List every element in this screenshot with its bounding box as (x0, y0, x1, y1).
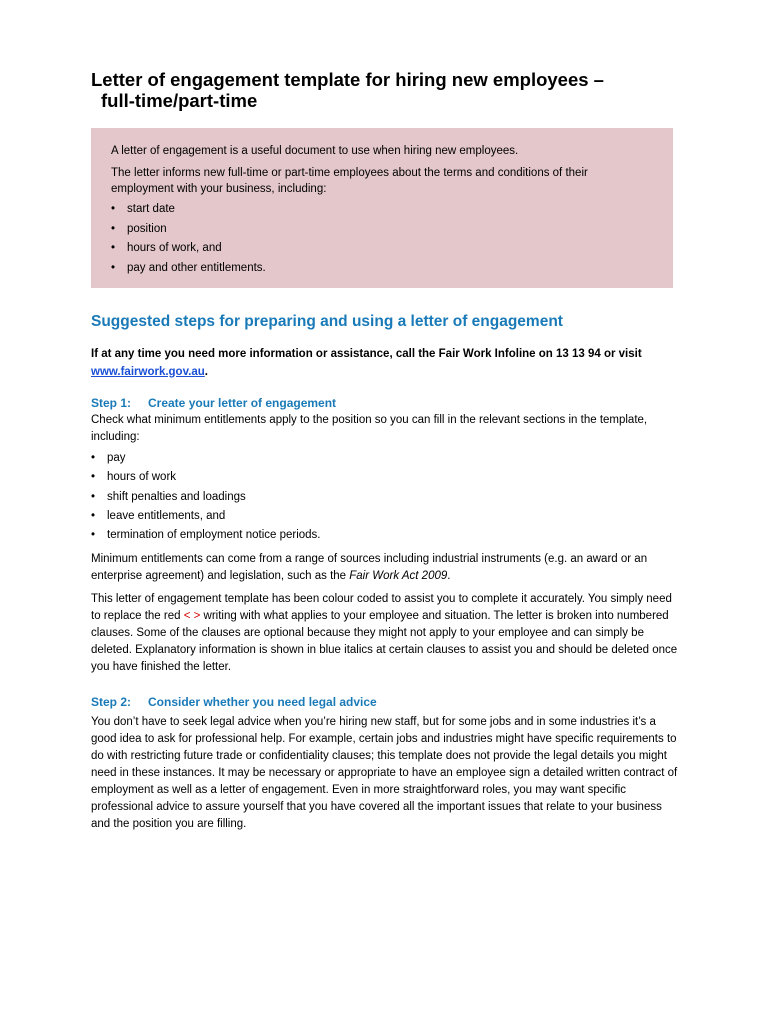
section-heading: Suggested steps for preparing and using a letter of engagement (91, 313, 563, 330)
bullet-icon: • (111, 222, 116, 235)
intro-bullet-list (111, 200, 653, 278)
intro-paragraph-1: A letter of engagement is a useful document to use when hiring new employees. (111, 145, 519, 157)
step-1-title: Create your letter of engagement (148, 396, 337, 410)
step-2-number: Step 2: (91, 695, 132, 709)
step-1-section (91, 394, 681, 676)
list-item: • shift penalties and loadings (91, 488, 681, 507)
list-item: • leave entitlements, and (91, 507, 681, 526)
bullet-icon: • (91, 509, 96, 522)
fairwork-link[interactable]: www.fairwork.gov.au (91, 365, 205, 378)
infoline-paragraph: If at any time you need more information or assistance, call the Fair Work Infoline on 13 13 94 or visit www.fairwork.gov.au. (91, 348, 642, 378)
list-item: • pay (91, 449, 681, 468)
intro-box (91, 128, 673, 288)
list-item: • hours of work, and (111, 239, 653, 259)
list-item: • pay and other entitlements. (111, 259, 653, 279)
step-1-paragraph-3: This letter of engagement template has been colour coded to assist you to complete it accurately. You simply need to replace the red < > writing with what applies to your employee and situation. The letter is broken into numbered clauses. Some of the clauses are optional because they might not apply to your employee and can simply be deleted. Explanatory information is shown in blue italics at certain clauses to assist you and should be deleted once you have finished the letter. (91, 593, 678, 674)
intro-paragraph-2: The letter informs new full-time or part-time employees about the terms and conditions of their employment with your business, including: (111, 167, 588, 195)
step-2-section (91, 693, 681, 833)
step-1-heading (91, 394, 681, 412)
page-title (91, 69, 691, 111)
title-line-2: full-time/part-time (101, 90, 258, 111)
placeholder-marker: < > (183, 610, 201, 623)
step-2-paragraph-1: You don’t have to seek legal advice when you’re hiring new staff, but for some jobs and in some industries it’s a good idea to ask for professional help. For example, certain jobs and industries might have specific requirements to do with restricting future trade or confidentiality clauses; this template does not provide the legal details you might need in these instances. It may be necessary or appropriate to have an employee sign a detailed written contract of employment as well as a letter of engagement. Even in more straightforward roles, you may want specific professional advice to assure yourself that you have covered all the important issues that relate to your business and the position you are filling. (91, 716, 678, 830)
bullet-icon: • (111, 203, 116, 215)
list-item: • start date (111, 200, 653, 220)
act-name: Fair Work Act 2009 (349, 570, 448, 583)
bullet-icon: • (91, 490, 96, 503)
bullet-icon: • (91, 471, 96, 484)
step-1-paragraph-1: Check what minimum entitlements apply to the position so you can fill in the relevant sections in the template, including: (91, 414, 648, 443)
step-1-bullet-list (91, 449, 681, 545)
list-item: • hours of work (91, 468, 681, 487)
step-2-title: Consider whether you need legal advice (148, 695, 377, 709)
bullet-icon: • (91, 529, 96, 542)
step-1-paragraph-2: Minimum entitlements can come from a range of sources including industrial instruments (e.g. an award or an enterprise agreement) and legislation, such as the Fair Work Act 2009. (91, 553, 648, 583)
list-item: • termination of employment notice periods. (91, 526, 681, 545)
title-line-1: Letter of engagement template for hiring new employees – (91, 69, 604, 90)
bullet-icon: • (111, 242, 116, 254)
step-1-number: Step 1: (91, 396, 132, 410)
bullet-icon: • (91, 452, 96, 464)
list-item: • position (111, 220, 653, 240)
bullet-icon: • (111, 261, 116, 274)
step-2-heading (91, 693, 681, 711)
